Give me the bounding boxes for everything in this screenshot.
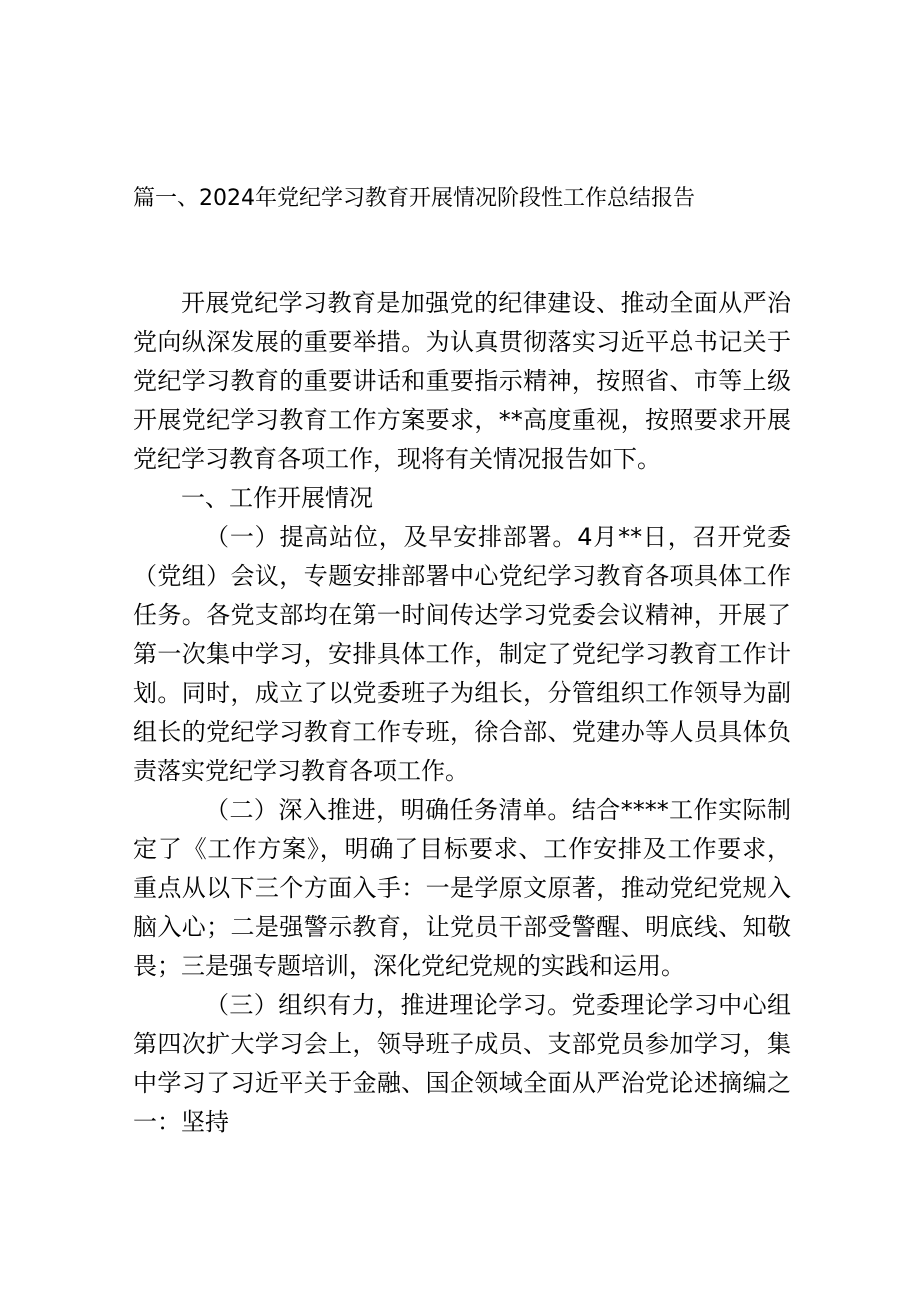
- item-3-paragraph: （三）组织有力，推进理论学习。党委理论学习中心组第四次扩大学习会上，领导班子成员、支部党员参加学习，集中学习了习近平关于金融、国企领域全面从严治党论述摘编之一：坚持: [133, 991, 791, 1136]
- document-body: [133, 284, 791, 1142]
- item-2-paragraph: （二）深入推进，明确任务清单。结合****工作实际制定了《工作方案》，明确了目标要求、工作安排及工作要求，重点从以下三个方面入手：一是学原文原著，推动党纪党规入脑入心；二是强警示教育，让党员干部受警醒、明底线、知敬畏；三是强专题培训，深化党纪党规的实践和运用。: [133, 796, 791, 980]
- section-heading: 一、工作开展情况: [181, 484, 373, 512]
- intro-paragraph: 开展党纪学习教育是加强党的纪律建设、推动全面从严治党向纵深发展的重要举措。为认真贯彻落实习近平总书记关于党纪学习教育的重要讲话和重要指示精神，按照省、市等上级开展党纪学习教育工作方案要求，**高度重视，按照要求开展党纪学习教育各项工作，现将有关情况报告如下。: [133, 289, 791, 473]
- item-1-paragraph: （一）提高站位，及早安排部署。4月**日，召开党委（党组）会议，专题安排部署中心党纪学习教育各项具体工作任务。各党支部均在第一时间传达学习党委会议精神，开展了第一次集中学习，安排具体工作，制定了党纪学习教育工作计划。同时，成立了以党委班子为组长，分管组织工作领导为副组长的党纪学习教育工作专班，徐合部、党建办等人员具体负责落实党纪学习教育各项工作。: [133, 523, 791, 785]
- document-title: 篇一、2024年党纪学习教育开展情况阶段性工作总结报告: [133, 186, 695, 211]
